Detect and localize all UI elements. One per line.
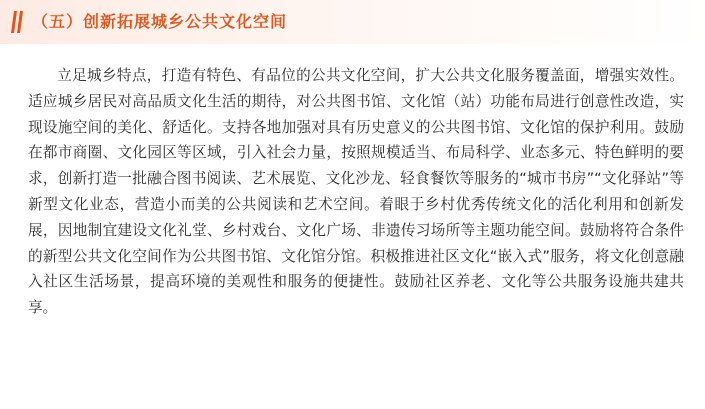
section-header xyxy=(0,0,705,44)
body-paragraph: 立足城乡特点，打造有特色、有品位的公共文化空间，扩大公共文化服务覆盖面，增强实效性。适应城乡居民对高品质文化生活的期待，对公共图书馆、文化馆（站）功能布局进行创意性改造，实现设施空间的美化、舒适化。支持各地加强对具有历史意义的公共图书馆、文化馆的保护利用。鼓励在都市商圈、文化园区等区域，引入社会力量，按照规模适当、布局科学、业态多元、特色鲜明的要求，创新打造一批融合图书阅读、艺术展览、文化沙龙、轻食餐饮等服务的“城市书房”“文化驿站”等新型文化业态，营造小而美的公共阅读和艺术空间。着眼于乡村优秀传统文化的活化利用和创新发展，因地制宜建设文化礼堂、乡村戏台、文化广场、非遗传习场所等主题功能空间。鼓励将符合条件的新型公共文化空间作为公共图书馆、文化馆分馆。积极推进社区文化“嵌入式”服务，将文化创意融入社区生活场景，提高环境的美观性和服务的便捷性。鼓励社区养老、文化等公共服务设施共建共享。 xyxy=(28,67,684,317)
double-slash-icon xyxy=(11,11,23,33)
section-title: （五）创新拓展城乡公共文化空间 xyxy=(32,12,288,31)
